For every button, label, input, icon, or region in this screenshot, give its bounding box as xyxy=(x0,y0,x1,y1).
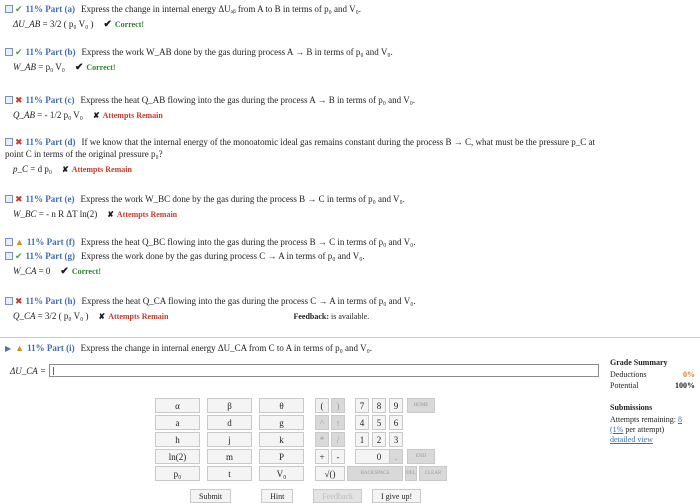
checkmark-icon: ✔ xyxy=(103,18,112,30)
expand-checkbox[interactable] xyxy=(5,252,13,260)
cross-icon: ✖ xyxy=(15,94,23,105)
x-mark-icon: ✘ xyxy=(61,164,69,174)
key-P[interactable]: P xyxy=(259,449,304,464)
key-1[interactable]: 1 xyxy=(355,432,369,447)
key-j[interactable]: j xyxy=(207,432,252,447)
cross-icon: ✖ xyxy=(15,295,23,306)
key-up-arrow[interactable]: ↑ xyxy=(331,415,345,430)
cross-icon: ✖ xyxy=(15,193,23,204)
answer: Q_CA = 3/2 ( p₀ V₀ ) xyxy=(13,311,89,321)
key-plus[interactable]: + xyxy=(315,449,329,464)
key-p0[interactable]: p₀ xyxy=(155,466,200,481)
key-ln2[interactable]: ln(2) xyxy=(155,449,200,464)
part-percent: 11% Part (a) xyxy=(25,4,76,14)
answer: ΔU_AB = 3/2 ( p₀ V₀ ) xyxy=(13,19,94,29)
part-h: ✖ 11% Part (h) Express the heat Q_CA flowing into the gas during the process C → A in terms of p₀ and V₀. Q_CA = 3/2 ( p₀ V₀ ) ✘ Attempts Remain Feedback: is available. xyxy=(5,295,695,322)
answer: W_BC = - n R ΔT ln(2) xyxy=(13,209,98,219)
key-8[interactable]: 8 xyxy=(372,398,386,413)
play-arrow-icon: ▶ xyxy=(5,343,12,353)
key-7[interactable]: 7 xyxy=(355,398,369,413)
check-icon: ✔ xyxy=(15,250,23,261)
answer: p_C = d p₀ xyxy=(13,164,52,174)
key-9[interactable]: 9 xyxy=(389,398,403,413)
key-minus[interactable]: - xyxy=(331,449,345,464)
key-a[interactable]: a xyxy=(155,415,200,430)
key-alpha[interactable]: α xyxy=(155,398,200,413)
answer: W_CA = 0 xyxy=(13,266,51,276)
key-caret[interactable]: ^ xyxy=(315,415,329,430)
key-clear[interactable]: CLEAR xyxy=(419,466,447,481)
result-correct: ✔ Correct! xyxy=(60,265,101,277)
expand-checkbox[interactable] xyxy=(5,238,13,246)
key-t[interactable]: t xyxy=(207,466,252,481)
feedback-button[interactable]: Feedback xyxy=(313,489,362,503)
result-attempts-remain: ✘ Attempts Remain xyxy=(61,164,132,174)
key-2[interactable]: 2 xyxy=(372,432,386,447)
input-label: ΔU_CA = xyxy=(10,365,46,376)
result-attempts-remain: ✘ Attempts Remain xyxy=(92,110,163,120)
action-buttons xyxy=(190,489,421,503)
x-mark-icon: ✘ xyxy=(92,110,100,120)
part-a xyxy=(5,3,695,30)
check-icon: ✔ xyxy=(15,46,23,57)
attempts-remaining-link[interactable]: 8 xyxy=(678,414,682,424)
result-attempts-remain: ✘ Attempts Remain xyxy=(98,311,169,321)
key-beta[interactable]: β xyxy=(207,398,252,413)
part-e: ✖ 11% Part (e) Express the work W_BC done by the gas during the process B → C in terms of p₀ and V₀. W_BC = - n R ΔT ln(2) ✘ Attempts Remain xyxy=(5,193,695,220)
key-k[interactable]: k xyxy=(259,432,304,447)
key-del[interactable]: DEL xyxy=(405,466,417,481)
key-sqrt[interactable]: √() xyxy=(315,466,345,481)
key-5[interactable]: 5 xyxy=(372,415,386,430)
check-icon: ✔ xyxy=(15,3,23,14)
part-i-panel: ▶ ▲ 11% Part (i) Express the change in internal energy ΔU_CA from C to A in terms of p₀ and V₀. ΔU_CA = α β θ a d g h j k ln(2) m P p₀ t V₀ ( ) ^ ↑ * / + - √() 7 8 9 4 5 6 1 2 3 0 . HOME END BACKSPACE DEL CLEAR Submit Hint Feedback I give up! Grade Summary Deductions 0% Potential 100% Submissions Attempts remaining: 8 (1% per attempt) detailed view xyxy=(0,337,700,499)
expand-checkbox[interactable] xyxy=(5,297,13,305)
part-b: ✔ 11% Part (b) Express the work W_AB done by the gas during process A → B in terms of p₀ and V₀. W_AB = p₀ V₀ ✔ Correct! xyxy=(5,46,695,73)
hint-button[interactable]: Hint xyxy=(261,489,293,503)
key-m[interactable]: m xyxy=(207,449,252,464)
key-6[interactable]: 6 xyxy=(389,415,403,430)
part-c: ✖ 11% Part (c) Express the heat Q_AB flowing into the gas during the process A → B in terms of p₀ and V₀. Q_AB = - 1/2 p₀ V₀ ✘ Attempts Remain xyxy=(5,94,695,121)
expand-checkbox[interactable] xyxy=(5,48,13,56)
give-up-button[interactable]: I give up! xyxy=(372,489,421,503)
key-multiply[interactable]: * xyxy=(315,432,329,447)
expand-checkbox[interactable] xyxy=(5,5,13,13)
key-4[interactable]: 4 xyxy=(355,415,369,430)
key-h[interactable]: h xyxy=(155,432,200,447)
key-theta[interactable]: θ xyxy=(259,398,304,413)
key-end[interactable]: END xyxy=(407,449,435,464)
x-mark-icon: ✘ xyxy=(98,311,106,321)
part-question: Express the change in internal energy ΔUₐᵦ from A to B in terms of p₀ and V₀. xyxy=(81,4,361,14)
expand-checkbox[interactable] xyxy=(5,138,13,146)
expand-checkbox[interactable] xyxy=(5,195,13,203)
key-decimal[interactable]: . xyxy=(389,449,403,464)
key-d[interactable]: d xyxy=(207,415,252,430)
cross-icon: ✖ xyxy=(15,136,23,147)
key-3[interactable]: 3 xyxy=(389,432,403,447)
key-divide[interactable]: / xyxy=(331,432,345,447)
key-home[interactable]: HOME xyxy=(407,398,435,413)
expand-checkbox[interactable] xyxy=(5,96,13,104)
warning-icon: ▲ xyxy=(15,343,25,353)
key-g[interactable]: g xyxy=(259,415,304,430)
detailed-view-link[interactable]: detailed view xyxy=(610,434,653,444)
feedback-note[interactable]: Feedback: is available. xyxy=(293,311,370,321)
submit-button[interactable]: Submit xyxy=(190,489,231,503)
x-mark-icon: ✘ xyxy=(107,209,114,219)
key-V0[interactable]: V₀ xyxy=(259,466,304,481)
result-correct: ✔ Correct! xyxy=(74,61,116,73)
checkmark-icon: ✔ xyxy=(60,265,69,277)
result-attempts-remain: ✘ Attempts Remain xyxy=(107,209,178,219)
key-0[interactable]: 0 xyxy=(355,449,403,464)
result-correct: ✔ Correct! xyxy=(103,18,145,30)
part-d: ✖ 11% Part (d) If we know that the internal energy of the monoatomic ideal gas remains constant during the process B → C, what must be the pressure p_C at point C in terms of the original pressure p₀? p_C = d p₀ ✘ Attempts Remain xyxy=(5,136,596,174)
key-open-paren[interactable]: ( xyxy=(315,398,329,413)
key-backspace[interactable]: BACKSPACE xyxy=(347,466,403,481)
answer-input[interactable] xyxy=(49,364,599,377)
answer: Q_AB = - 1/2 p₀ V₀ xyxy=(13,110,83,120)
part-f: ▲ 11% Part (f) Express the heat Q_BC flowing into the gas during the process B → C in terms of p₀ and V₀. xyxy=(5,236,695,248)
warning-icon: ▲ xyxy=(15,237,24,247)
key-close-paren[interactable]: ) xyxy=(331,398,345,413)
grade-summary: Grade Summary Deductions 0% Potential 100% Submissions Attempts remaining: 8 (1% per attempt) detailed view xyxy=(610,358,695,444)
checkmark-icon: ✔ xyxy=(74,61,84,73)
part-g: ✔ 11% Part (g) Express the work done by the gas during process C → A in terms of p₀ and V₀. W_CA = 0 ✔ Correct! xyxy=(5,250,695,277)
answer: W_AB = p₀ V₀ xyxy=(13,62,65,72)
